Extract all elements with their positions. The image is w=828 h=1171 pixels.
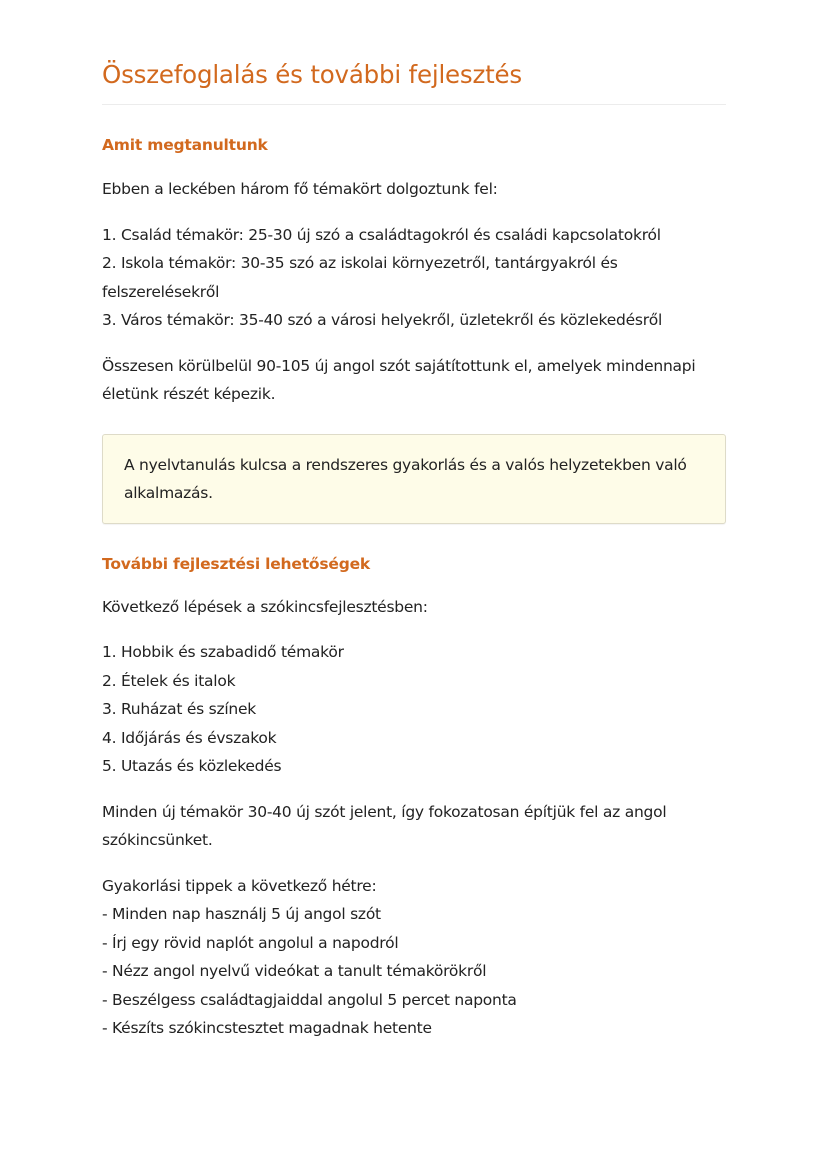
section2-intro: Következő lépések a szókincsfejlesztésben:: [102, 597, 428, 616]
tip-callout-box: [102, 434, 726, 524]
tip-item: - Minden nap használj 5 új angol szót: [102, 905, 381, 923]
callout-text: A nyelvtanulás kulcsa a rendszeres gyakorlás és a valós helyzetekben való alkalmazás.: [124, 455, 687, 502]
tips-heading: Gyakorlási tippek a következő hétre:: [102, 876, 377, 895]
list-item: 5. Utazás és közlekedés: [102, 757, 282, 775]
page-title: Összefoglalás és további fejlesztés: [102, 58, 726, 105]
section1-summary: Összesen körülbelül 90-105 új angol szót sajátítottunk el, amelyek mindennapi életünk részét képezik.: [102, 356, 696, 403]
practice-tips: [102, 872, 726, 1043]
list-item: 2. Iskola témakör: 30-35 szó az iskolai környezetről, tantárgyakról és felszerelésekről: [102, 254, 618, 301]
section-heading-further-development: További fejlesztési lehetőségek: [102, 554, 371, 573]
next-topics-list: [102, 638, 726, 781]
tip-item: - Írj egy rövid naplót angolul a napodról: [102, 933, 399, 952]
section1-intro: Ebben a leckében három fő témakört dolgoztunk fel:: [102, 180, 498, 198]
list-item: 1. Hobbik és szabadidő témakör: [102, 643, 344, 661]
section2-paragraph: Minden új témakör 30-40 új szót jelent, így fokozatosan építjük fel az angol szókincsünket.: [102, 802, 667, 849]
tip-item: - Nézz angol nyelvű videókat a tanult témakörökről: [102, 962, 487, 980]
list-item: 4. Időjárás és évszakok: [102, 728, 277, 747]
tip-item: - Beszélgess családtagjaiddal angolul 5 percet naponta: [102, 990, 517, 1009]
tip-item: - Készíts szókincstesztet magadnak hetente: [102, 1019, 432, 1037]
list-item: 2. Ételek és italok: [102, 671, 236, 690]
list-item: 3. Ruházat és színek: [102, 700, 256, 718]
list-item: 1. Család témakör: 25-30 új szó a családtagokról és családi kapcsolatokról: [102, 225, 661, 244]
document-page: [102, 58, 726, 1043]
learned-topics-list: [102, 221, 726, 335]
list-item: 3. Város témakör: 35-40 szó a városi helyekről, üzletekről és közlekedésről: [102, 311, 663, 329]
section-heading-learned: Amit megtanultunk: [102, 136, 268, 154]
